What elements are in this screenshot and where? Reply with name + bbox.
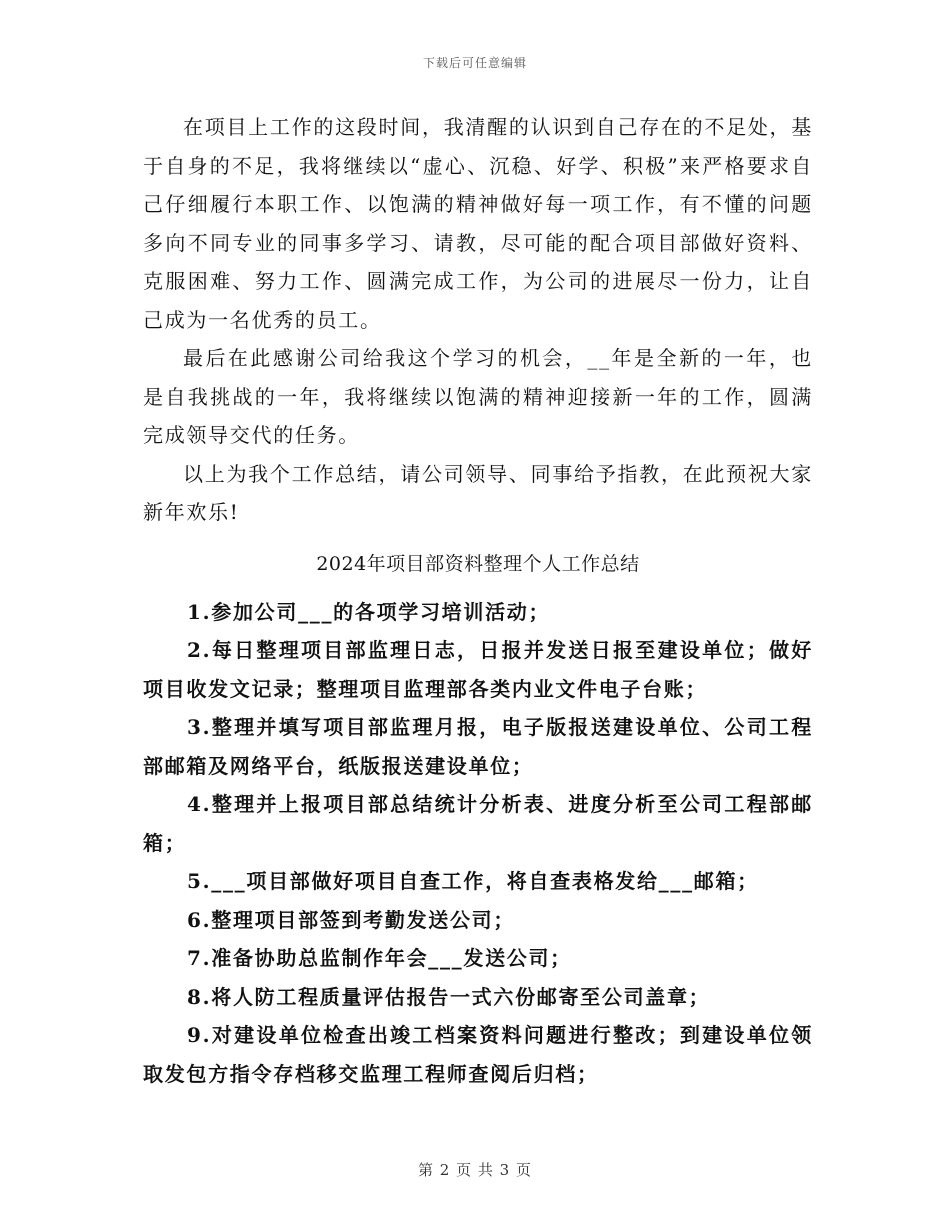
- list-item: 9.对建设单位检查出竣工档案资料问题进行整改；到建设单位领取发包方指令存档移交监理工程师查阅后归档；: [143, 1023, 813, 1086]
- paragraph: 以上为我个工作总结，请公司领导、同事给予指教，在此预祝大家新年欢乐!: [143, 461, 813, 524]
- list-item: 3.整理并填写项目部监理月报，电子版报送建设单位、公司工程部邮箱及网络平台，纸版报送建设单位；: [143, 715, 813, 778]
- section-title: 2024年项目部资料整理个人工作总结: [316, 552, 640, 575]
- page-number: 第 2 页 共 3 页: [418, 1161, 532, 1179]
- list-item: 5.___项目部做好项目自查工作，将自查表格发给___邮箱；: [187, 869, 759, 893]
- paragraph: 最后在此感谢公司给我这个学习的机会，__年是全新的一年，也是自我挑战的一年，我将继续以饱满的精神迎接新一年的工作，圆满完成领导交代的任务。: [143, 346, 813, 447]
- list-item: 6.整理项目部签到考勤发送公司；: [187, 907, 516, 932]
- list-item: 7.准备协助总监制作年会___发送公司；: [187, 946, 572, 970]
- document-body: [143, 108, 813, 1093]
- list-item: 1.参加公司___的各项学习培训活动；: [187, 599, 551, 624]
- list-item: 4.整理并上报项目部总结统计分析表、进度分析至公司工程部邮箱；: [143, 792, 813, 855]
- paragraph: 在项目上工作的这段时间，我清醒的认识到自己存在的不足处，基于自身的不足，我将继续以“虚心、沉稳、好学、积极”来严格要求自己仔细履行本职工作、以饱满的精神做好每一项工作，有不懂的问题多向不同专业的同事多学习、请教，尽可能的配合项目部做好资料、克服困难、努力工作、圆满完成工作，为公司的进展尽一份力，让自己成为一名优秀的员工。: [143, 115, 813, 332]
- page-header: 下载后可任意编辑: [422, 56, 527, 70]
- list-item: 8.将人防工程质量评估报告一式六份邮寄至公司盖章；: [187, 984, 711, 1009]
- list-item: 2.每日整理项目部监理日志，日报并发送日报至建设单位；做好项目收发文记录；整理项目监理部各类内业文件电子台账；: [143, 638, 813, 701]
